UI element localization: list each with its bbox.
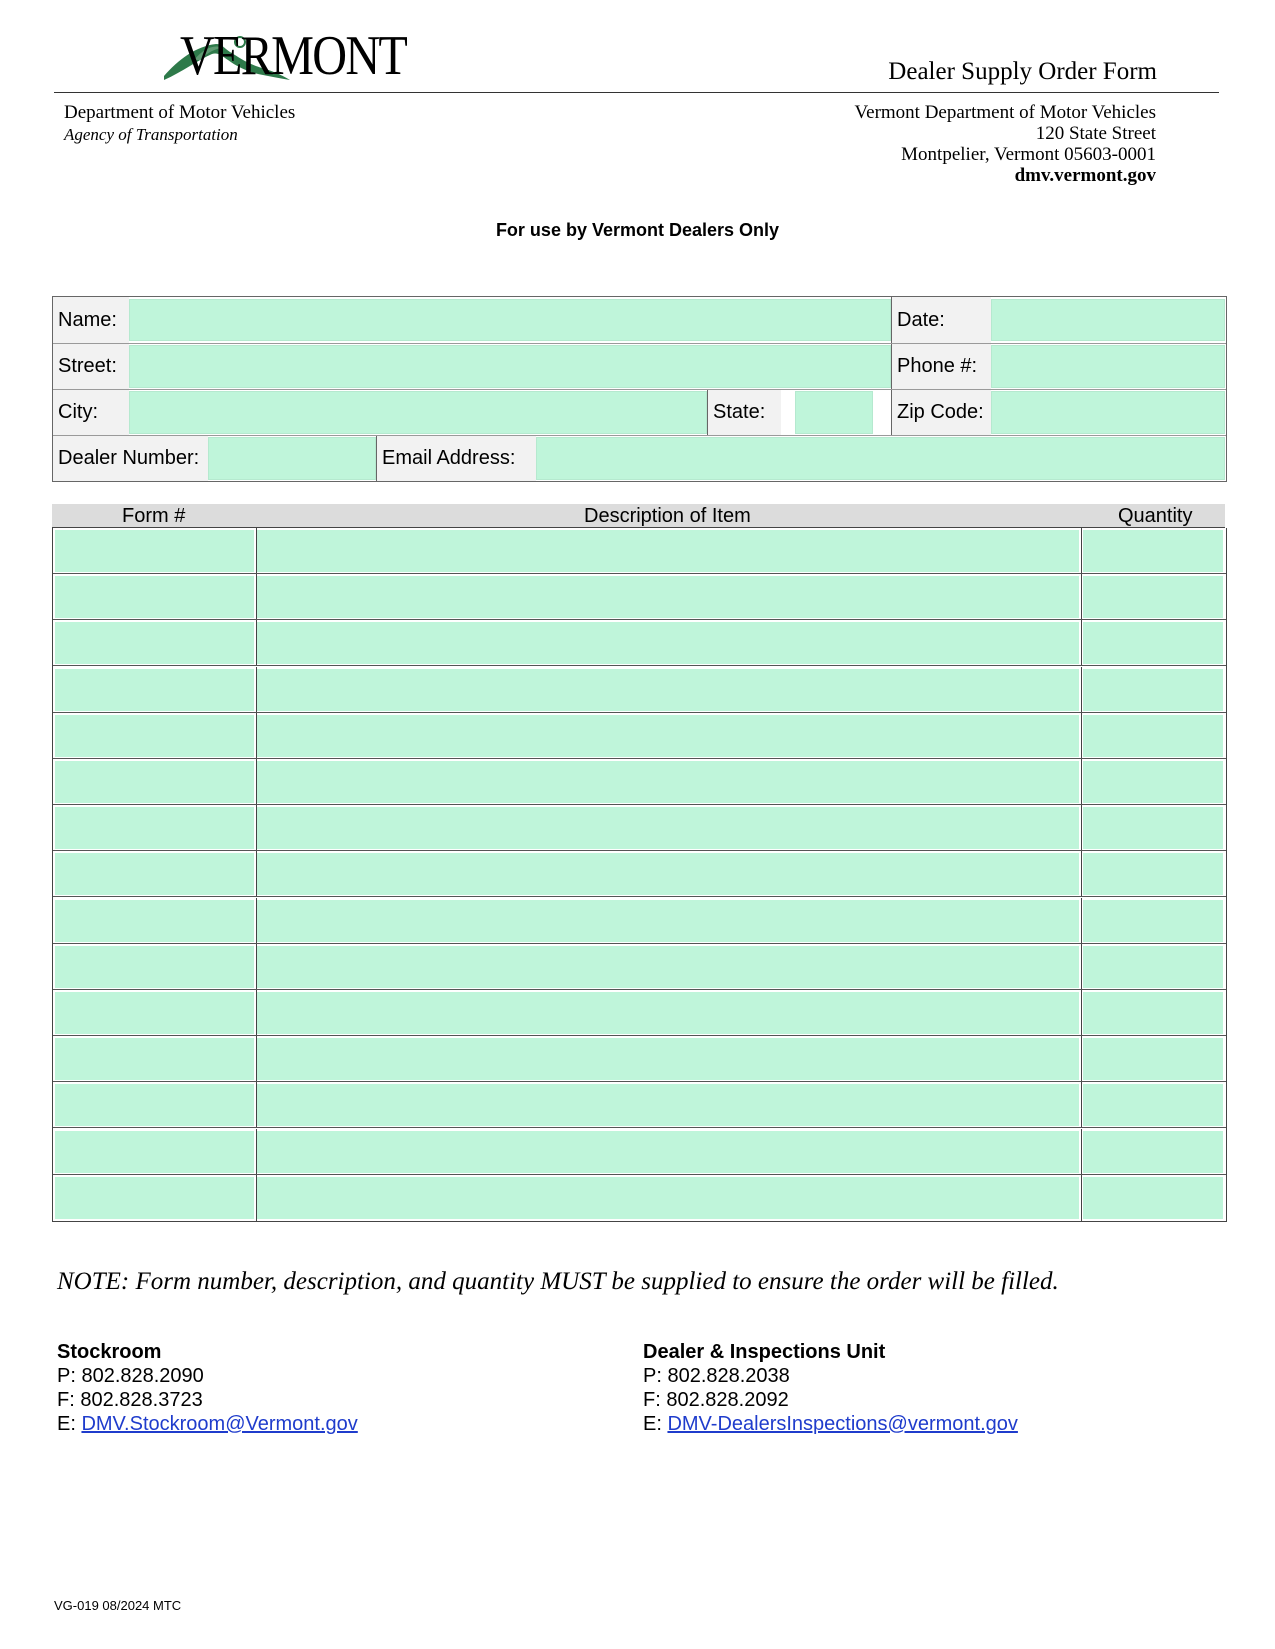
- date-field[interactable]: [991, 299, 1225, 341]
- description-cell[interactable]: [257, 576, 1079, 618]
- row-divider: [53, 389, 1226, 390]
- form-title: Dealer Supply Order Form: [888, 58, 1157, 85]
- department-block: [64, 102, 295, 146]
- form-number-cell[interactable]: [55, 715, 254, 757]
- fax-prefix: F:: [57, 1389, 81, 1411]
- table-row: [53, 620, 1226, 666]
- form-number-cell[interactable]: [55, 1177, 254, 1219]
- column-divider: [256, 620, 257, 665]
- description-cell[interactable]: [257, 530, 1079, 572]
- form-number-cell[interactable]: [55, 669, 254, 711]
- quantity-cell[interactable]: [1083, 622, 1223, 664]
- form-code: VG-019 08/2024 MTC: [54, 1598, 182, 1613]
- column-divider: [1081, 1036, 1082, 1081]
- quantity-cell[interactable]: [1083, 669, 1223, 711]
- dealer-info-table: [52, 296, 1227, 482]
- column-divider: [1081, 528, 1082, 573]
- quantity-cell[interactable]: [1083, 1131, 1223, 1173]
- address-block: [855, 102, 1156, 186]
- dealer-only-notice: For use by Vermont Dealers Only: [495, 220, 780, 240]
- dealer-number-field[interactable]: [208, 437, 376, 480]
- dealer-number-label: Dealer Number:: [53, 436, 208, 481]
- table-row: [53, 944, 1226, 990]
- column-header-form-number: Form #: [122, 505, 186, 527]
- table-row: [53, 1082, 1226, 1128]
- column-divider: [256, 1036, 257, 1081]
- website: dmv.vermont.gov: [1014, 165, 1156, 186]
- quantity-cell[interactable]: [1083, 530, 1223, 572]
- stockroom-email-link[interactable]: DMV.Stockroom@Vermont.gov: [81, 1413, 358, 1435]
- agency-name: Agency of Transportation: [64, 125, 238, 144]
- quantity-cell[interactable]: [1083, 946, 1223, 988]
- city-label: City:: [53, 390, 129, 435]
- column-divider: [1081, 713, 1082, 758]
- column-divider: [1081, 1175, 1082, 1221]
- items-table-header: [52, 504, 1225, 528]
- department-name: Department of Motor Vehicles: [64, 102, 296, 123]
- description-cell[interactable]: [257, 761, 1079, 803]
- column-divider: [1081, 898, 1082, 943]
- email-prefix: E:: [57, 1413, 82, 1435]
- description-cell[interactable]: [257, 1131, 1079, 1173]
- description-cell[interactable]: [257, 946, 1079, 988]
- table-row: [53, 713, 1226, 759]
- column-divider: [256, 944, 257, 989]
- column-divider: [256, 990, 257, 1035]
- column-divider: [1081, 990, 1082, 1035]
- column-divider: [1081, 620, 1082, 665]
- quantity-cell[interactable]: [1083, 1038, 1223, 1080]
- dealer-unit-title: Dealer & Inspections Unit: [643, 1341, 886, 1363]
- column-divider: [256, 805, 257, 850]
- description-cell[interactable]: [257, 715, 1079, 757]
- column-divider: [1081, 1082, 1082, 1127]
- column-divider: [256, 1082, 257, 1127]
- state-field[interactable]: [795, 391, 873, 434]
- form-number-cell[interactable]: [55, 807, 254, 849]
- address-city: Montpelier, Vermont 05603-0001: [901, 144, 1156, 165]
- column-divider: [256, 1175, 257, 1221]
- city-field[interactable]: [129, 391, 707, 434]
- header-divider: [54, 92, 1219, 93]
- column-divider: [256, 759, 257, 804]
- order-note: NOTE: Form number, description, and quantity MUST be supplied to ensure the order will be filled.: [57, 1268, 1059, 1295]
- column-divider: [256, 898, 257, 943]
- dealer-unit-phone: 802.828.2038: [667, 1365, 790, 1387]
- zip-label: Zip Code:: [891, 390, 991, 435]
- email-field[interactable]: [536, 437, 1225, 480]
- description-cell[interactable]: [257, 622, 1079, 664]
- logo-wordmark: VERMONT: [180, 25, 407, 87]
- table-row: [53, 851, 1226, 897]
- quantity-cell[interactable]: [1083, 853, 1223, 895]
- email-label: Email Address:: [376, 436, 536, 481]
- form-number-cell[interactable]: [55, 1131, 254, 1173]
- table-row: [53, 528, 1226, 574]
- form-number-cell[interactable]: [55, 992, 254, 1034]
- description-cell[interactable]: [257, 807, 1079, 849]
- dealer-unit-fax: 802.828.2092: [666, 1389, 789, 1411]
- form-number-cell[interactable]: [55, 1038, 254, 1080]
- table-row: [53, 990, 1226, 1036]
- form-number-cell[interactable]: [55, 1084, 254, 1126]
- quantity-cell[interactable]: [1083, 1177, 1223, 1219]
- name-label: Name:: [53, 297, 129, 343]
- items-table: [52, 528, 1227, 1222]
- column-header-description: Description of Item: [584, 505, 751, 527]
- zip-field[interactable]: [991, 391, 1225, 434]
- stockroom-phone: 802.828.2090: [81, 1365, 204, 1387]
- column-divider: [1081, 1129, 1082, 1174]
- row-divider: [53, 435, 1226, 436]
- description-cell[interactable]: [257, 1038, 1079, 1080]
- column-divider: [1081, 574, 1082, 619]
- quantity-cell[interactable]: [1083, 807, 1223, 849]
- quantity-cell[interactable]: [1083, 576, 1223, 618]
- column-divider: [256, 1129, 257, 1174]
- form-number-cell[interactable]: [55, 853, 254, 895]
- quantity-cell[interactable]: [1083, 1084, 1223, 1126]
- column-divider: [256, 574, 257, 619]
- form-number-cell[interactable]: [55, 576, 254, 618]
- table-row: [53, 1175, 1226, 1221]
- table-row: [53, 805, 1226, 851]
- phone-prefix: P:: [643, 1365, 668, 1387]
- form-number-cell[interactable]: [55, 946, 254, 988]
- form-number-cell[interactable]: [55, 530, 254, 572]
- description-cell[interactable]: [257, 992, 1079, 1034]
- stockroom-contact: [57, 1340, 358, 1436]
- street-field[interactable]: [129, 345, 891, 388]
- quantity-cell[interactable]: [1083, 715, 1223, 757]
- quantity-cell[interactable]: [1083, 761, 1223, 803]
- description-cell[interactable]: [257, 669, 1079, 711]
- table-row: [53, 898, 1226, 944]
- column-divider: [256, 528, 257, 573]
- quantity-cell[interactable]: [1083, 900, 1223, 942]
- stockroom-title: Stockroom: [57, 1341, 162, 1363]
- table-row: [53, 574, 1226, 620]
- column-divider: [256, 713, 257, 758]
- column-divider: [256, 851, 257, 896]
- column-divider: [1081, 805, 1082, 850]
- column-divider: [256, 667, 257, 712]
- row-divider: [53, 343, 1226, 344]
- phone-field[interactable]: [991, 345, 1225, 388]
- column-divider: [1081, 759, 1082, 804]
- name-field[interactable]: [129, 299, 891, 341]
- street-label: Street:: [53, 344, 129, 389]
- table-row: [53, 1036, 1226, 1082]
- table-row: [53, 667, 1226, 713]
- form-number-cell[interactable]: [55, 622, 254, 664]
- description-cell[interactable]: [257, 1177, 1079, 1219]
- table-row: [53, 759, 1226, 805]
- column-divider: [1081, 667, 1082, 712]
- dealer-unit-email-link[interactable]: DMV-DealersInspections@vermont.gov: [667, 1413, 1018, 1435]
- quantity-cell[interactable]: [1083, 992, 1223, 1034]
- description-cell[interactable]: [257, 853, 1079, 895]
- column-divider: [1081, 944, 1082, 989]
- email-prefix: E:: [643, 1413, 668, 1435]
- column-divider: [1081, 851, 1082, 896]
- description-cell[interactable]: [257, 1084, 1079, 1126]
- stockroom-fax: 802.828.3723: [80, 1389, 203, 1411]
- form-number-cell[interactable]: [55, 900, 254, 942]
- form-number-cell[interactable]: [55, 761, 254, 803]
- date-label: Date:: [891, 297, 991, 343]
- phone-prefix: P:: [57, 1365, 82, 1387]
- description-cell[interactable]: [257, 900, 1079, 942]
- phone-label: Phone #:: [891, 344, 991, 389]
- address-street: 120 State Street: [1035, 123, 1156, 144]
- state-label: State:: [707, 390, 781, 435]
- address-org: Vermont Department of Motor Vehicles: [854, 102, 1156, 123]
- dealer-unit-contact: [643, 1340, 1018, 1436]
- column-header-quantity: Quantity: [1118, 505, 1193, 527]
- fax-prefix: F:: [643, 1389, 667, 1411]
- table-row: [53, 1129, 1226, 1175]
